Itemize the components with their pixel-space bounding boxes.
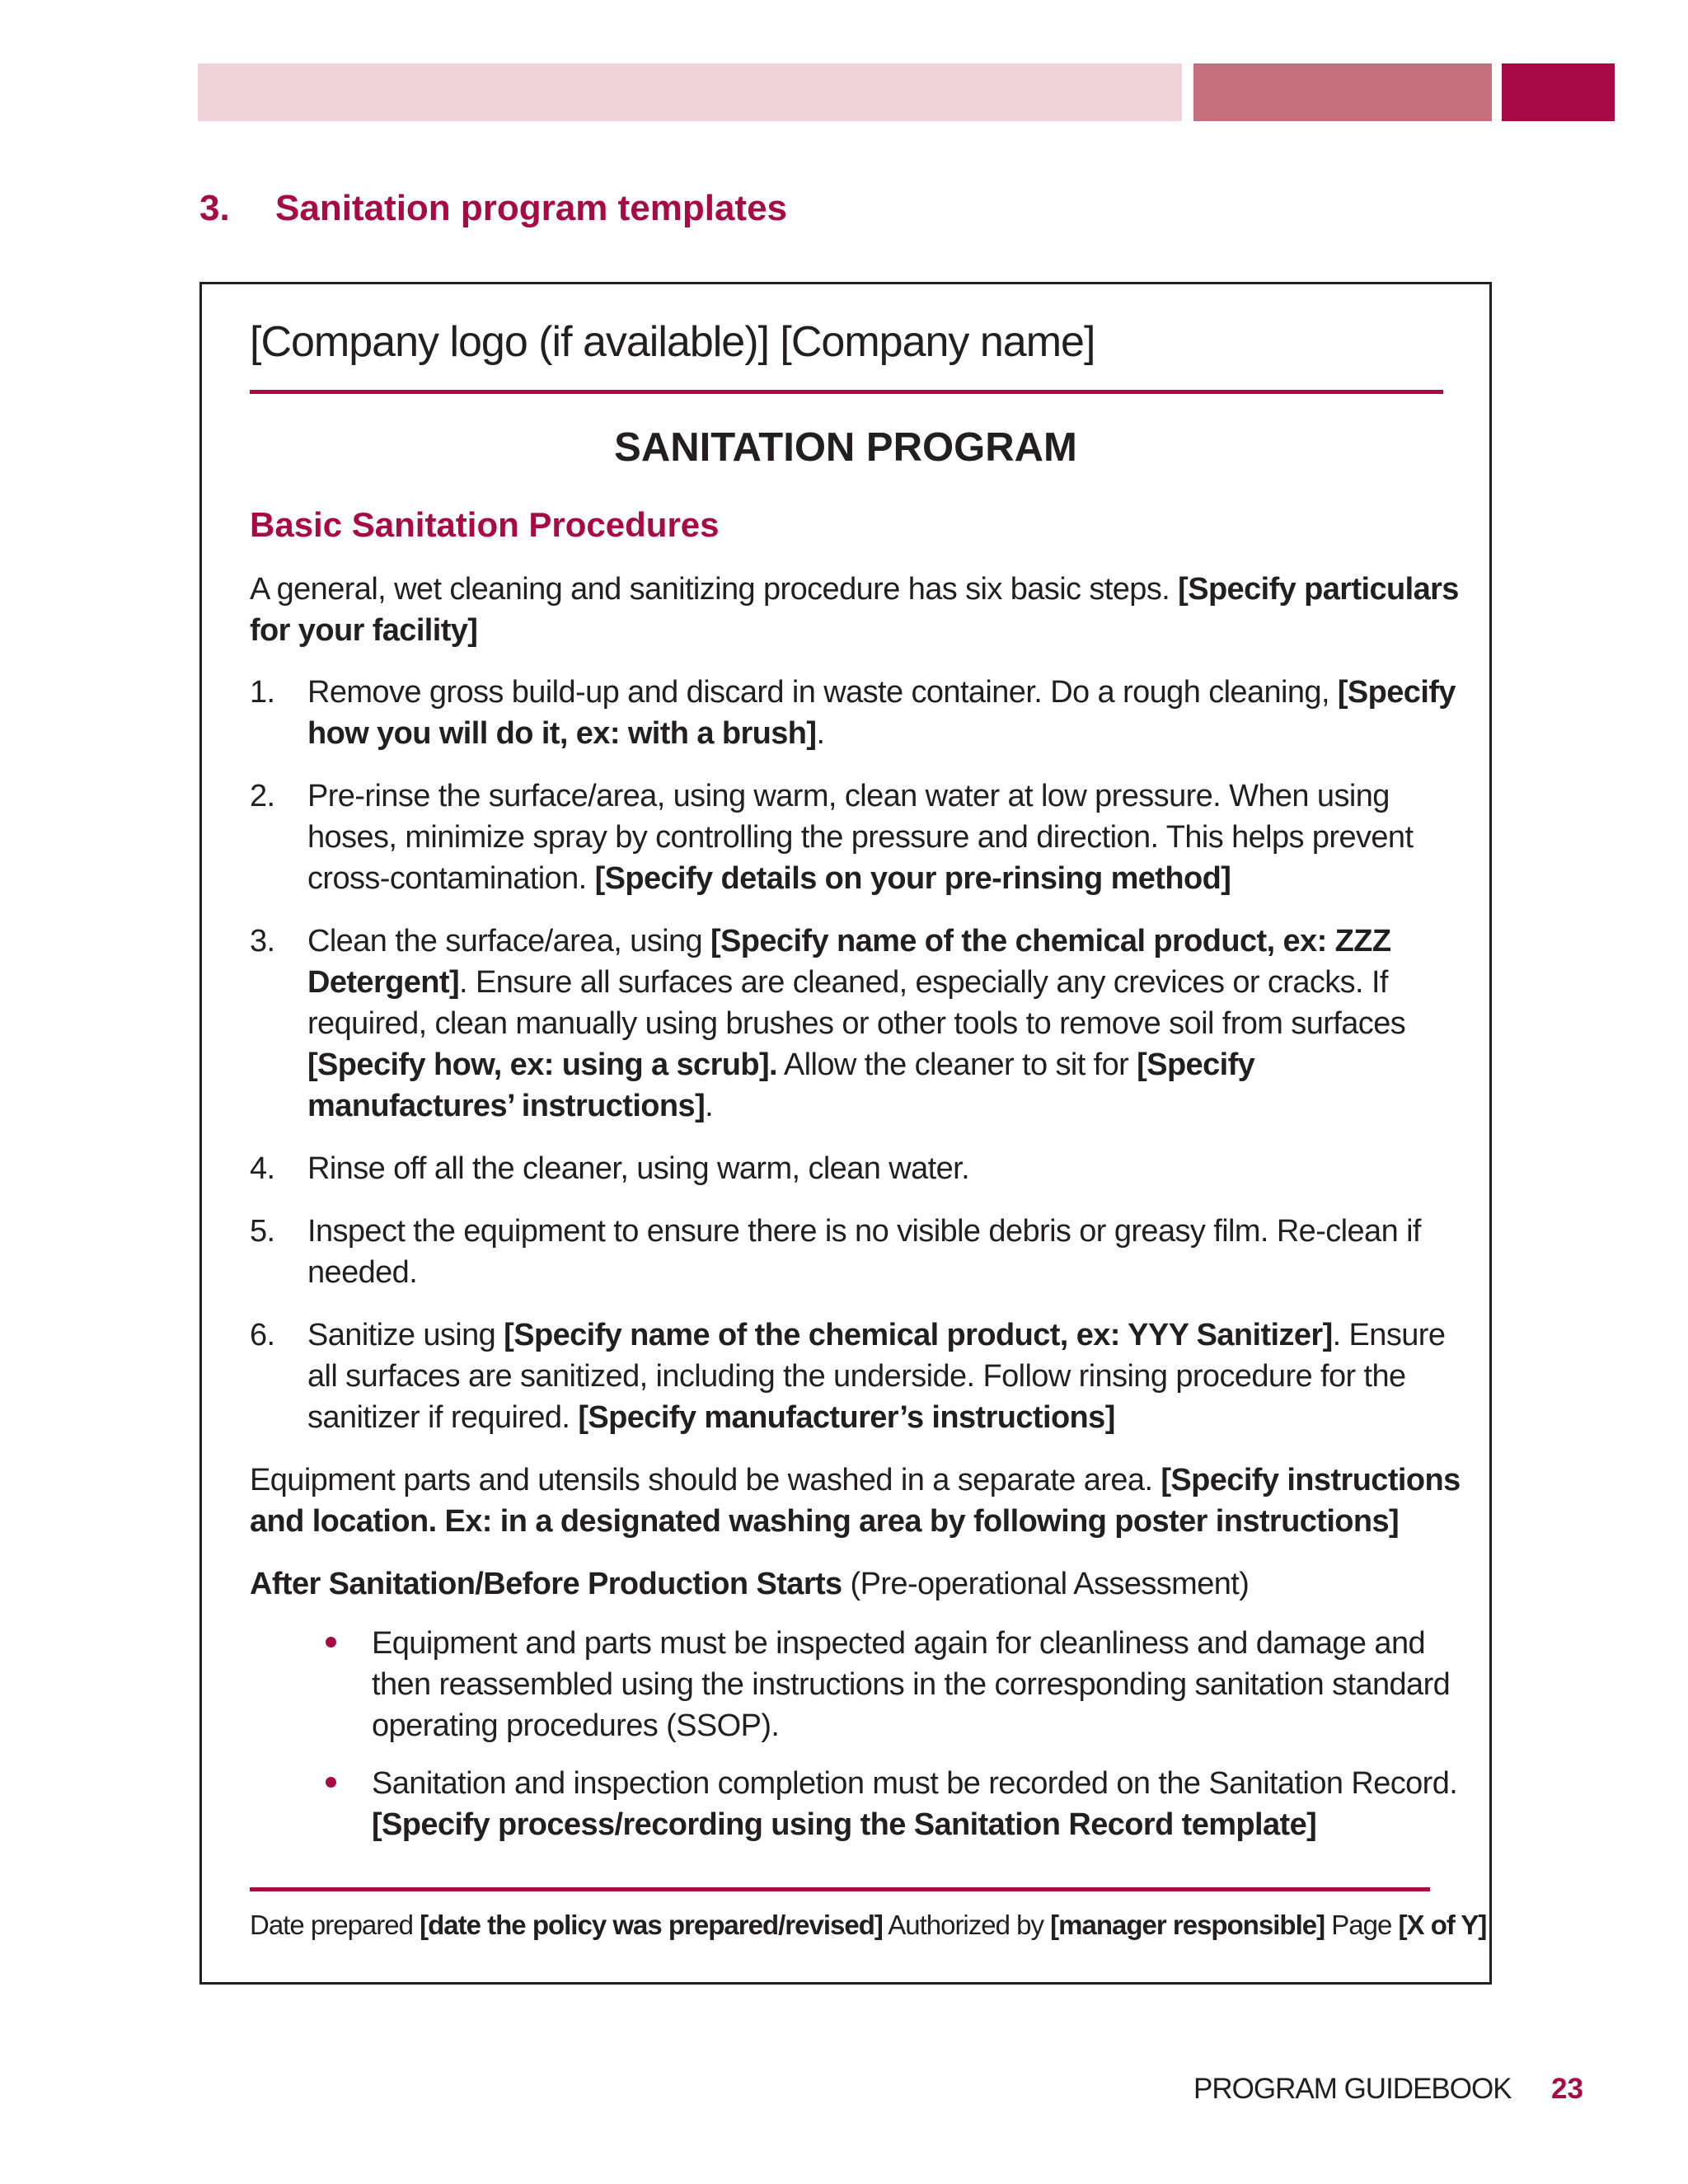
step-text: . Ensure all surfaces are cleaned, especially any crevices or cracks. If required, clean manually using brushes or other tools to remove soil from surfaces [307, 965, 1406, 1041]
step-placeholder: [Specify name of the chemical product, ex: YYY Sanitizer] [504, 1318, 1333, 1352]
bottom-divider [250, 1887, 1430, 1891]
step-text: . [705, 1089, 714, 1123]
bullet-icon [326, 1777, 336, 1788]
intro-placeholder: [Specify particulars for your facility] [250, 572, 1459, 648]
authorized-label: Authorized by [882, 1910, 1051, 1940]
page-number: 23 [1551, 2073, 1583, 2105]
equipment-note-placeholder: [Specify instructions and location. Ex: in a designated washing area by following poster instructions] [250, 1463, 1461, 1539]
step-text: Rinse off all the cleaner, using warm, clean water. [307, 1151, 970, 1186]
step-item [250, 776, 1461, 899]
step-number: 3. [250, 924, 275, 958]
step-number: 2. [250, 779, 275, 813]
bullet-list [250, 1623, 1461, 1845]
header-bar-light [198, 63, 1182, 121]
bullet-text: Equipment and parts must be inspected again for cleanliness and damage and then reassembled using the instructions in the corresponding sanitation standard operating procedures (SSOP). [372, 1626, 1451, 1743]
step-text: Remove gross build-up and discard in waste container. Do a rough cleaning, [307, 675, 1338, 710]
step-text: Pre-rinse the surface/area, using warm, clean water at low pressure. When using hoses, minimize spray by controlling the pressure and direction. This helps prevent cross-contamination. [307, 779, 1414, 896]
step-text: Inspect the equipment to ensure there is no visible debris or greasy film. Re-clean if needed. [307, 1214, 1421, 1290]
step-text: . Ensure all surfaces are sanitized, including the underside. Follow rinsing procedure for the sanitizer if required. [307, 1318, 1446, 1435]
step-number: 6. [250, 1318, 275, 1352]
bullet-icon [326, 1637, 336, 1647]
after-sanitation-label: After Sanitation/Before Production Starts [250, 1567, 842, 1601]
bullet-text: Sanitation and inspection completion must be recorded on the Sanitation Record. [372, 1766, 1458, 1801]
bullet-placeholder: [Specify process/recording using the Sanitation Record template] [372, 1807, 1317, 1842]
header-bar-medium [1193, 63, 1492, 121]
section-heading [199, 188, 787, 229]
after-sanitation-heading [250, 1563, 1461, 1605]
page-label: Page [1325, 1910, 1399, 1940]
step-item [250, 672, 1461, 754]
step-number: 4. [250, 1151, 275, 1186]
step-placeholder: [Specify how you will do it, ex: with a brush] [307, 675, 1456, 751]
template-footer [250, 1910, 1487, 1941]
step-placeholder: [Specify manufacturer’s instructions] [578, 1400, 1115, 1435]
page-placeholder: [X of Y] [1398, 1910, 1487, 1940]
after-sanitation-note: (Pre-operational Assessment) [842, 1567, 1250, 1601]
equipment-note-text: Equipment parts and utensils should be washed in a separate area. [250, 1463, 1161, 1497]
equipment-note [250, 1460, 1461, 1542]
step-text: Allow the cleaner to sit for [777, 1047, 1137, 1082]
step-item [250, 1148, 1461, 1189]
step-placeholder: [Specify how, ex: using a scrub]. [307, 1047, 778, 1082]
section-title: Sanitation program templates [275, 188, 788, 228]
date-placeholder: [date the policy was prepared/revised] [420, 1910, 883, 1940]
step-placeholder: [Specify details on your pre-rinsing method] [594, 861, 1231, 896]
step-number: 5. [250, 1214, 275, 1249]
subsection-title: Basic Sanitation Procedures [250, 505, 720, 544]
step-text: Sanitize using [307, 1318, 504, 1352]
step-number: 1. [250, 675, 275, 710]
step-item [250, 1315, 1461, 1438]
steps-list [250, 672, 1461, 1438]
bullet-item [316, 1763, 1461, 1845]
guidebook-label: PROGRAM GUIDEBOOK [1193, 2073, 1512, 2105]
step-text: Clean the surface/area, using [307, 924, 710, 958]
step-placeholder: [Specify manufactures’ instructions] [307, 1047, 1255, 1123]
header-bar-dark [1502, 63, 1615, 121]
procedure-content [250, 569, 1461, 1862]
authorized-placeholder: [manager responsible] [1050, 1910, 1325, 1940]
intro-paragraph [250, 569, 1461, 651]
step-placeholder: [Specify name of the chemical product, ex: ZZZ Detergent] [307, 924, 1391, 1000]
intro-text: A general, wet cleaning and sanitizing procedure has six basic steps. [250, 572, 1179, 607]
bullet-item [316, 1623, 1461, 1746]
template-box [199, 282, 1492, 1985]
company-heading: [Company logo (if available)] [Company name] [250, 318, 1095, 366]
step-item [250, 1211, 1461, 1293]
top-divider [250, 390, 1443, 394]
program-title: SANITATION PROGRAM [614, 425, 1077, 470]
step-text: . [816, 716, 825, 751]
section-number: 3. [199, 188, 230, 228]
step-item [250, 921, 1461, 1127]
date-label: Date prepared [250, 1910, 420, 1940]
